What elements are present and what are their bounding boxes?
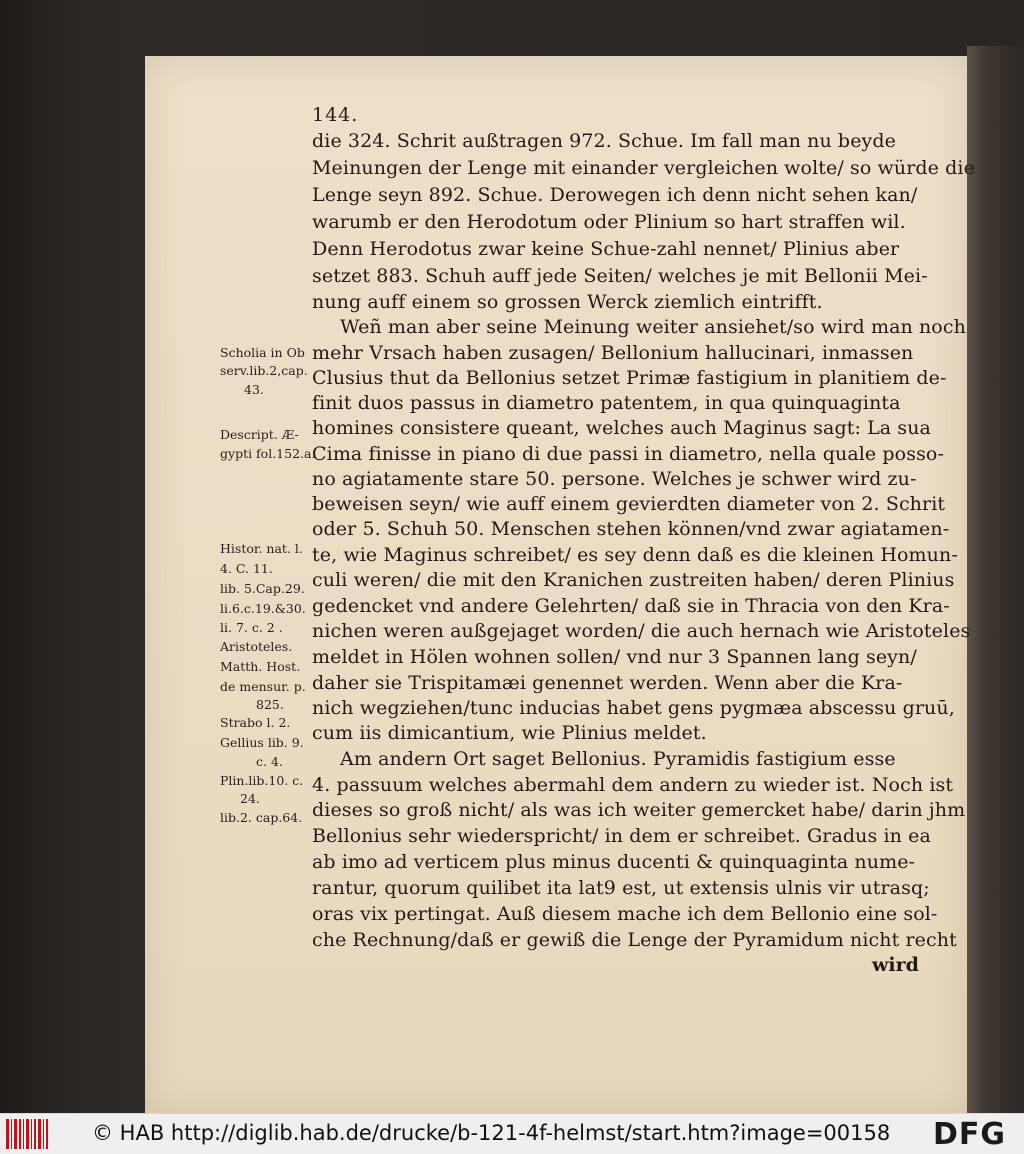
text-line: Lenge seyn 892. Schue. Derowegen ich denn nicht sehen kan/ <box>312 184 918 206</box>
text-line: finit duos passus in diametro patentem, in qua quinquaginta <box>312 392 901 414</box>
margin-note: Aristoteles. <box>220 639 293 654</box>
text-line: ab imo ad verticem plus minus ducenti & quinquaginta nume- <box>312 851 916 873</box>
text-line: Cima finisse in piano di due passi in diametro, nella quale posso- <box>312 443 944 465</box>
text-line: nich wegziehen/tunc inducias habet gens pygmæa abscessu gruū, <box>312 697 955 719</box>
text-line: setzet 883. Schuh auff jede Seiten/ welches je mit Bellonii Mei- <box>312 265 928 287</box>
margin-note: c. 4. <box>256 754 283 769</box>
dfg-logo: DFG <box>933 1117 1007 1152</box>
text-line: cum iis dimicantium, wie Plinius meldet. <box>312 722 707 744</box>
margin-note: Descript. Æ- <box>220 427 299 442</box>
margin-note: lib. 5.Cap.29. <box>220 581 305 596</box>
text-line: Denn Herodotus zwar keine Schue-zahl nennet/ Plinius aber <box>312 238 900 260</box>
catchword: wird <box>872 954 919 976</box>
text-line: che Rechnung/daß er gewiß die Lenge der Pyramidum nicht recht <box>312 929 957 951</box>
margin-note: Histor. nat. l. <box>220 541 303 556</box>
margin-note: 4. C. 11. <box>220 561 273 576</box>
margin-note: Scholia in Ob <box>220 345 305 360</box>
text-line: Clusius thut da Bellonius setzet Primæ fastigium in planitiem de- <box>312 367 947 389</box>
margin-note: lib.2. cap.64. <box>220 810 303 825</box>
text-line: gedencket vnd andere Gelehrten/ daß sie in Thracia von den Kra- <box>312 595 950 617</box>
text-line: die 324. Schrit außtragen 972. Schue. Im fall man nu beyde <box>312 130 896 152</box>
text-line: rantur, quorum quilibet ita lat9 est, ut extensis ulnis vir utrasq; <box>312 877 930 899</box>
text-line: meldet in Hölen wohnen sollen/ vnd nur 3 Spannen lang seyn/ <box>312 646 917 668</box>
hab-barcode-icon <box>6 1119 48 1149</box>
text-line: Meinungen der Lenge mit einander vergleichen wolte/ so würde die <box>312 157 975 179</box>
text-line: daher sie Trispitamæi genennet werden. Wenn aber die Kra- <box>312 672 903 694</box>
margin-note: Matth. Host. <box>220 659 301 674</box>
text-line: 4. passuum welches abermahl dem andern zu wieder ist. Noch ist <box>312 774 954 796</box>
text-line: te, wie Maginus schreibet/ es sey denn daß es die kleinen Homun- <box>312 544 958 566</box>
text-line: mehr Vrsach haben zusagen/ Bellonium hallucinari, inmassen <box>312 342 914 364</box>
margin-note: li.6.c.19.&30. <box>220 601 306 616</box>
footer-credit-link[interactable]: © HAB http://diglib.hab.de/drucke/b-121-4f-helmst/start.htm?image=00158 <box>92 1121 891 1145</box>
margin-note: li. 7. c. 2 . <box>220 620 283 635</box>
margin-note: gypti fol.152.a. <box>220 446 316 461</box>
margin-note: 825. <box>256 697 284 712</box>
text-line: nichen weren außgejaget worden/ die auch hernach wie Aristoteles <box>312 620 971 642</box>
margin-note: Strabo l. 2. <box>220 715 291 730</box>
text-line: culi weren/ die mit den Kranichen zustreiten haben/ deren Plinius <box>312 569 955 591</box>
text-line: no agiatamente stare 50. persone. Welches je schwer wird zu- <box>312 468 917 490</box>
text-line: Am andern Ort saget Bellonius. Pyramidis fastigium esse <box>340 748 896 770</box>
margin-note: 24. <box>240 791 260 806</box>
text-line: oras vix pertingat. Auß diesem mache ich dem Bellonio eine sol- <box>312 903 938 925</box>
text-line: warumb er den Herodotum oder Plinium so hart straffen wil. <box>312 211 906 233</box>
margin-note: de mensur. p. <box>220 679 306 694</box>
footer-bar <box>0 1113 1024 1154</box>
text-line: nung auff einem so grossen Werck ziemlich eintrifft. <box>312 291 823 313</box>
page-edge <box>967 46 1024 1113</box>
margin-note: Gellius lib. 9. <box>220 735 304 750</box>
text-line: oder 5. Schuh 50. Menschen stehen können/vnd zwar agiatamen- <box>312 518 950 540</box>
margin-note: serv.lib.2,cap. <box>220 363 308 378</box>
text-line: dieses so groß nicht/ als was ich weiter gemercket habe/ darin jhm <box>312 799 966 821</box>
text-line: Bellonius sehr wiederspricht/ in dem er schreibet. Gradus in ea <box>312 825 931 847</box>
text-line: beweisen seyn/ wie auff einem gevierdten diameter von 2. Schrit <box>312 493 946 515</box>
text-line: homines consistere queant, welches auch Maginus sagt: La sua <box>312 417 931 439</box>
text-line: Weñ man aber seine Meinung weiter ansiehet/so wird man noch <box>340 316 966 338</box>
margin-note: 43. <box>244 382 264 397</box>
page-number: 144. <box>312 104 359 126</box>
margin-note: Plin.lib.10. c. <box>220 773 304 788</box>
